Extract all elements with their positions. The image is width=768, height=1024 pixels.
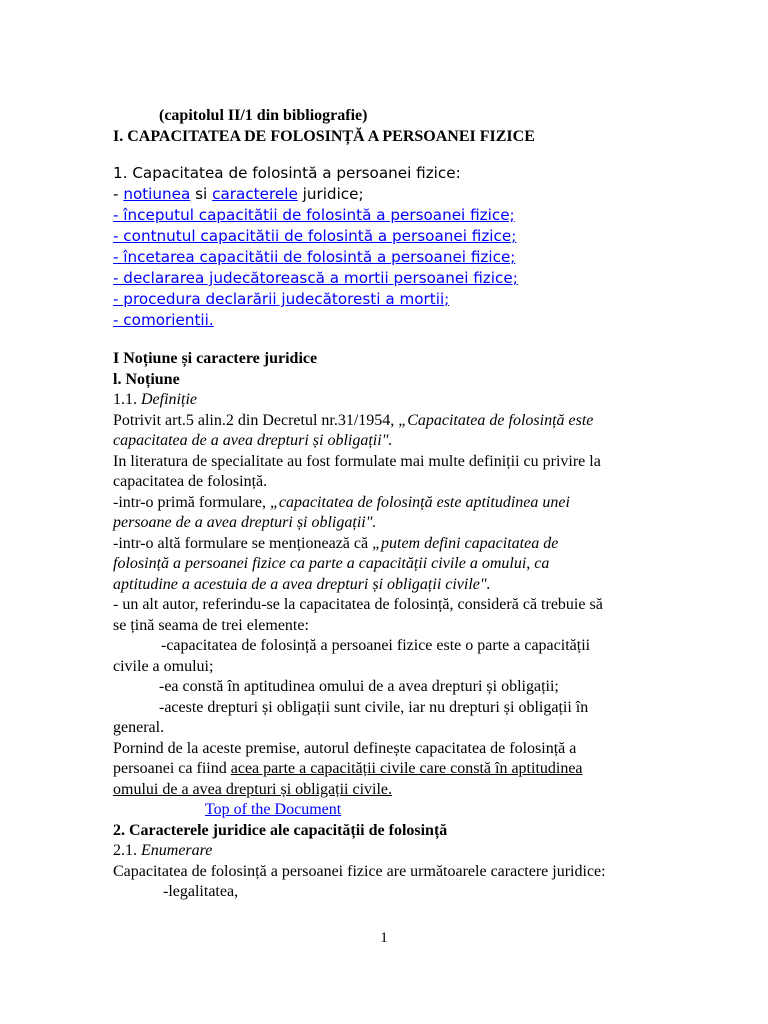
paragraph-alta-formulare-cont1: folosință a persoanei fizice ca parte a capacității civile a omului, ca xyxy=(113,555,550,572)
paragraph-literatura: In literatura de specialitate au fost formulate mai multe definiții cu privire la xyxy=(113,452,601,470)
subsection-heading-notiune: l. Noțiune xyxy=(113,370,180,388)
chapter-title: I. CAPACITATEA DE FOLOSINȚĂ A PERSOANEI FIZICE xyxy=(113,127,535,145)
element-3: -aceste drepturi și obligații sunt civile, iar nu drepturi și obligații în xyxy=(159,698,589,716)
text-normal: Potrivit art.5 alin.2 din Decretul nr.31/1954, xyxy=(113,411,399,429)
link-comorientii[interactable]: - comorientii. xyxy=(113,311,214,329)
page-number: 1 xyxy=(380,930,388,946)
item-title: Enumerare xyxy=(141,842,213,859)
link-notiunea[interactable]: notiunea xyxy=(123,185,191,203)
paragraph-definitie-autor-cont2: omului de a avea drepturi și obligații civile. xyxy=(113,780,393,798)
link-inceputul-capacitatii[interactable]: - începutul capacitătii de folosintă a persoanei fizice; xyxy=(113,206,515,224)
link-declararea-mortii[interactable]: - declararea judecătorească a mortii persoanei fizice; xyxy=(113,269,518,287)
section-heading-caractere-juridice: 2. Caracterele juridice ale capacității de folosință xyxy=(113,821,448,839)
element-1-cont: civile a omului; xyxy=(113,657,214,675)
text-underlined: acea parte a capacității civile care constă în aptitudinea xyxy=(230,760,583,777)
section-heading-notiune-caractere: I Noțiune și caractere juridice xyxy=(113,350,318,367)
text-quote: „capacitatea de folosință este aptitudinea unei xyxy=(269,493,570,511)
top-of-document-link[interactable]: Top of the Document xyxy=(205,801,342,818)
text-normal: persoanei ca fiind xyxy=(113,760,231,777)
chapter-reference: (capitolul II/1 din bibliografie) xyxy=(159,107,368,124)
item-number: 2.1. xyxy=(113,842,137,859)
paragraph-alta-formulare-cont2: aptitudine a acestuia de a avea drepturi și obligații civile". xyxy=(113,575,491,593)
link-caracterele[interactable]: caracterele xyxy=(212,185,298,203)
toc-prefix: - xyxy=(113,185,124,203)
paragraph-prima-formulare-cont: persoane de a avea drepturi și obligații". xyxy=(113,514,377,531)
text-normal: -intr-o altă formulare se menționează că xyxy=(113,534,373,552)
paragraph-definitie-autor-cont xyxy=(113,759,673,780)
toc-intro: 1. Capacitatea de folosintă a persoanei fizice: xyxy=(113,164,461,182)
paragraph-alta-formulare xyxy=(113,534,673,555)
link-continutul-capacitatii[interactable]: - contnutul capacitătii de folosintă a persoanei fizice; xyxy=(113,227,517,245)
paragraph-alt-autor: - un alt autor, referindu-se la capacitatea de folosință, consideră că trebuie să xyxy=(113,596,603,613)
text-normal: -intr-o primă formulare, xyxy=(113,493,270,511)
document-page xyxy=(113,100,673,903)
text-quote: „putem defini capacitatea de xyxy=(372,534,559,552)
paragraph-decret-cont: capacitatea de a avea drepturi și obligații". xyxy=(113,432,393,449)
paragraph-definitie-autor: Pornind de la aceste premise, autorul definește capacitatea de folosință a xyxy=(113,739,577,757)
paragraph-literatura-cont: capacitatea de folosință. xyxy=(113,473,268,490)
paragraph-decret xyxy=(113,411,673,432)
item-enumerare xyxy=(113,841,673,862)
item-number: 1.1. xyxy=(113,391,137,408)
element-3-cont: general. xyxy=(113,719,165,736)
list-item-legalitatea: -legalitatea, xyxy=(163,883,239,900)
item-title: Definiție xyxy=(141,391,197,408)
paragraph-alt-autor-cont: se țină seama de trei elemente: xyxy=(113,616,309,634)
toc-line-notiunea xyxy=(113,184,673,205)
element-1: -capacitatea de folosință a persoanei fizice este o parte a capacității xyxy=(161,637,591,654)
top-link-row xyxy=(113,800,673,821)
toc-middle: si xyxy=(190,185,213,203)
toc-suffix: juridice; xyxy=(297,185,364,203)
element-2: -ea constă în aptitudinea omului de a avea drepturi și obligații; xyxy=(159,678,559,695)
paragraph-caractere: Capacitatea de folosință a persoanei fizice are următoarele caractere juridice: xyxy=(113,862,606,880)
link-incetarea-capacitatii[interactable]: - încetarea capacitătii de folosintă a persoanei fizice; xyxy=(113,248,516,266)
link-procedura-declararii[interactable]: - procedura declarării judecătoresti a mortii; xyxy=(113,290,450,308)
text-quote: „Capacitatea de folosință este xyxy=(398,411,594,429)
item-definitie xyxy=(113,390,673,411)
paragraph-prima-formulare xyxy=(113,493,673,514)
